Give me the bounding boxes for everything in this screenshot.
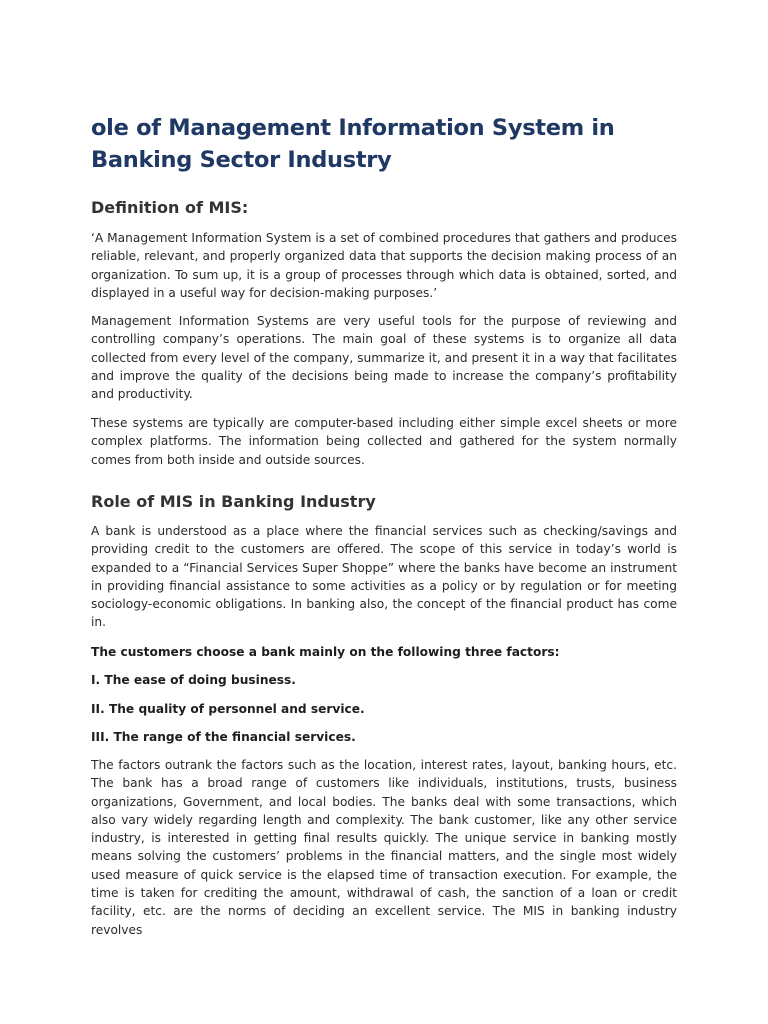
document-title: ole of Management Information System in Banking Sector Industry (91, 115, 615, 173)
paragraph-mis-systems: These systems are typically are computer-based including either simple excel sheets or more complex platforms. The information being collected and gathered for the system normally comes from both inside and outside sources. (91, 416, 677, 467)
factor-item: I. The ease of doing business. (91, 673, 296, 687)
factor-item: III. The range of the financial services. (91, 730, 356, 744)
section-heading-role: Role of MIS in Banking Industry (91, 492, 376, 511)
paragraph-bank-closing: The factors outrank the factors such as the location, interest rates, layout, banking hours, etc. The bank has a broad range of customers like individuals, institutions, trusts, business organizations, Government, and local bodies. The banks deal with some transactions, which also vary widely regarding length and complexity. The bank customer, like any other service industry, is interested in getting final results quickly. The unique service in banking mostly means solving the customers’ problems in the financial matters, and the single most widely used measure of quick service is the elapsed time of transaction execution. For example, the time is taken for crediting the amount, withdrawal of cash, the sanction of a loan or credit facility, etc. are the norms of deciding an excellent service. The MIS in banking industry revolves (91, 758, 677, 937)
paragraph-bank-intro: A bank is understood as a place where the financial services such as checking/savings and providing credit to the customers are offered. The scope of this service in today’s world is expanded to a “Financial Services Super Shoppe” where the banks have become an instrument in providing financial assistance to some activities as a policy or by regulation or for meeting sociology-economic obligations. In banking also, the concept of the financial product has come in. (91, 524, 677, 630)
section-heading-definition: Definition of MIS: (91, 198, 249, 217)
paragraph-definition-quote: ‘A Management Information System is a set of combined procedures that gathers and produces reliable, relevant, and properly organized data that supports the decision making process of an organization. To sum up, it is a group of processes through which data is obtained, sorted, and displayed in a useful way for decision-making purposes.’ (91, 231, 677, 300)
paragraph-mis-tools: Management Information Systems are very useful tools for the purpose of reviewing and controlling company’s operations. The main goal of these systems is to organize all data collected from every level of the company, summarize it, and present it in a way that facilitates and improve the quality of the decisions being made to increase the company’s profitability and productivity. (91, 314, 677, 402)
factors-lead: The customers choose a bank mainly on the following three factors: (91, 645, 560, 659)
factor-item: II. The quality of personnel and service. (91, 702, 365, 716)
